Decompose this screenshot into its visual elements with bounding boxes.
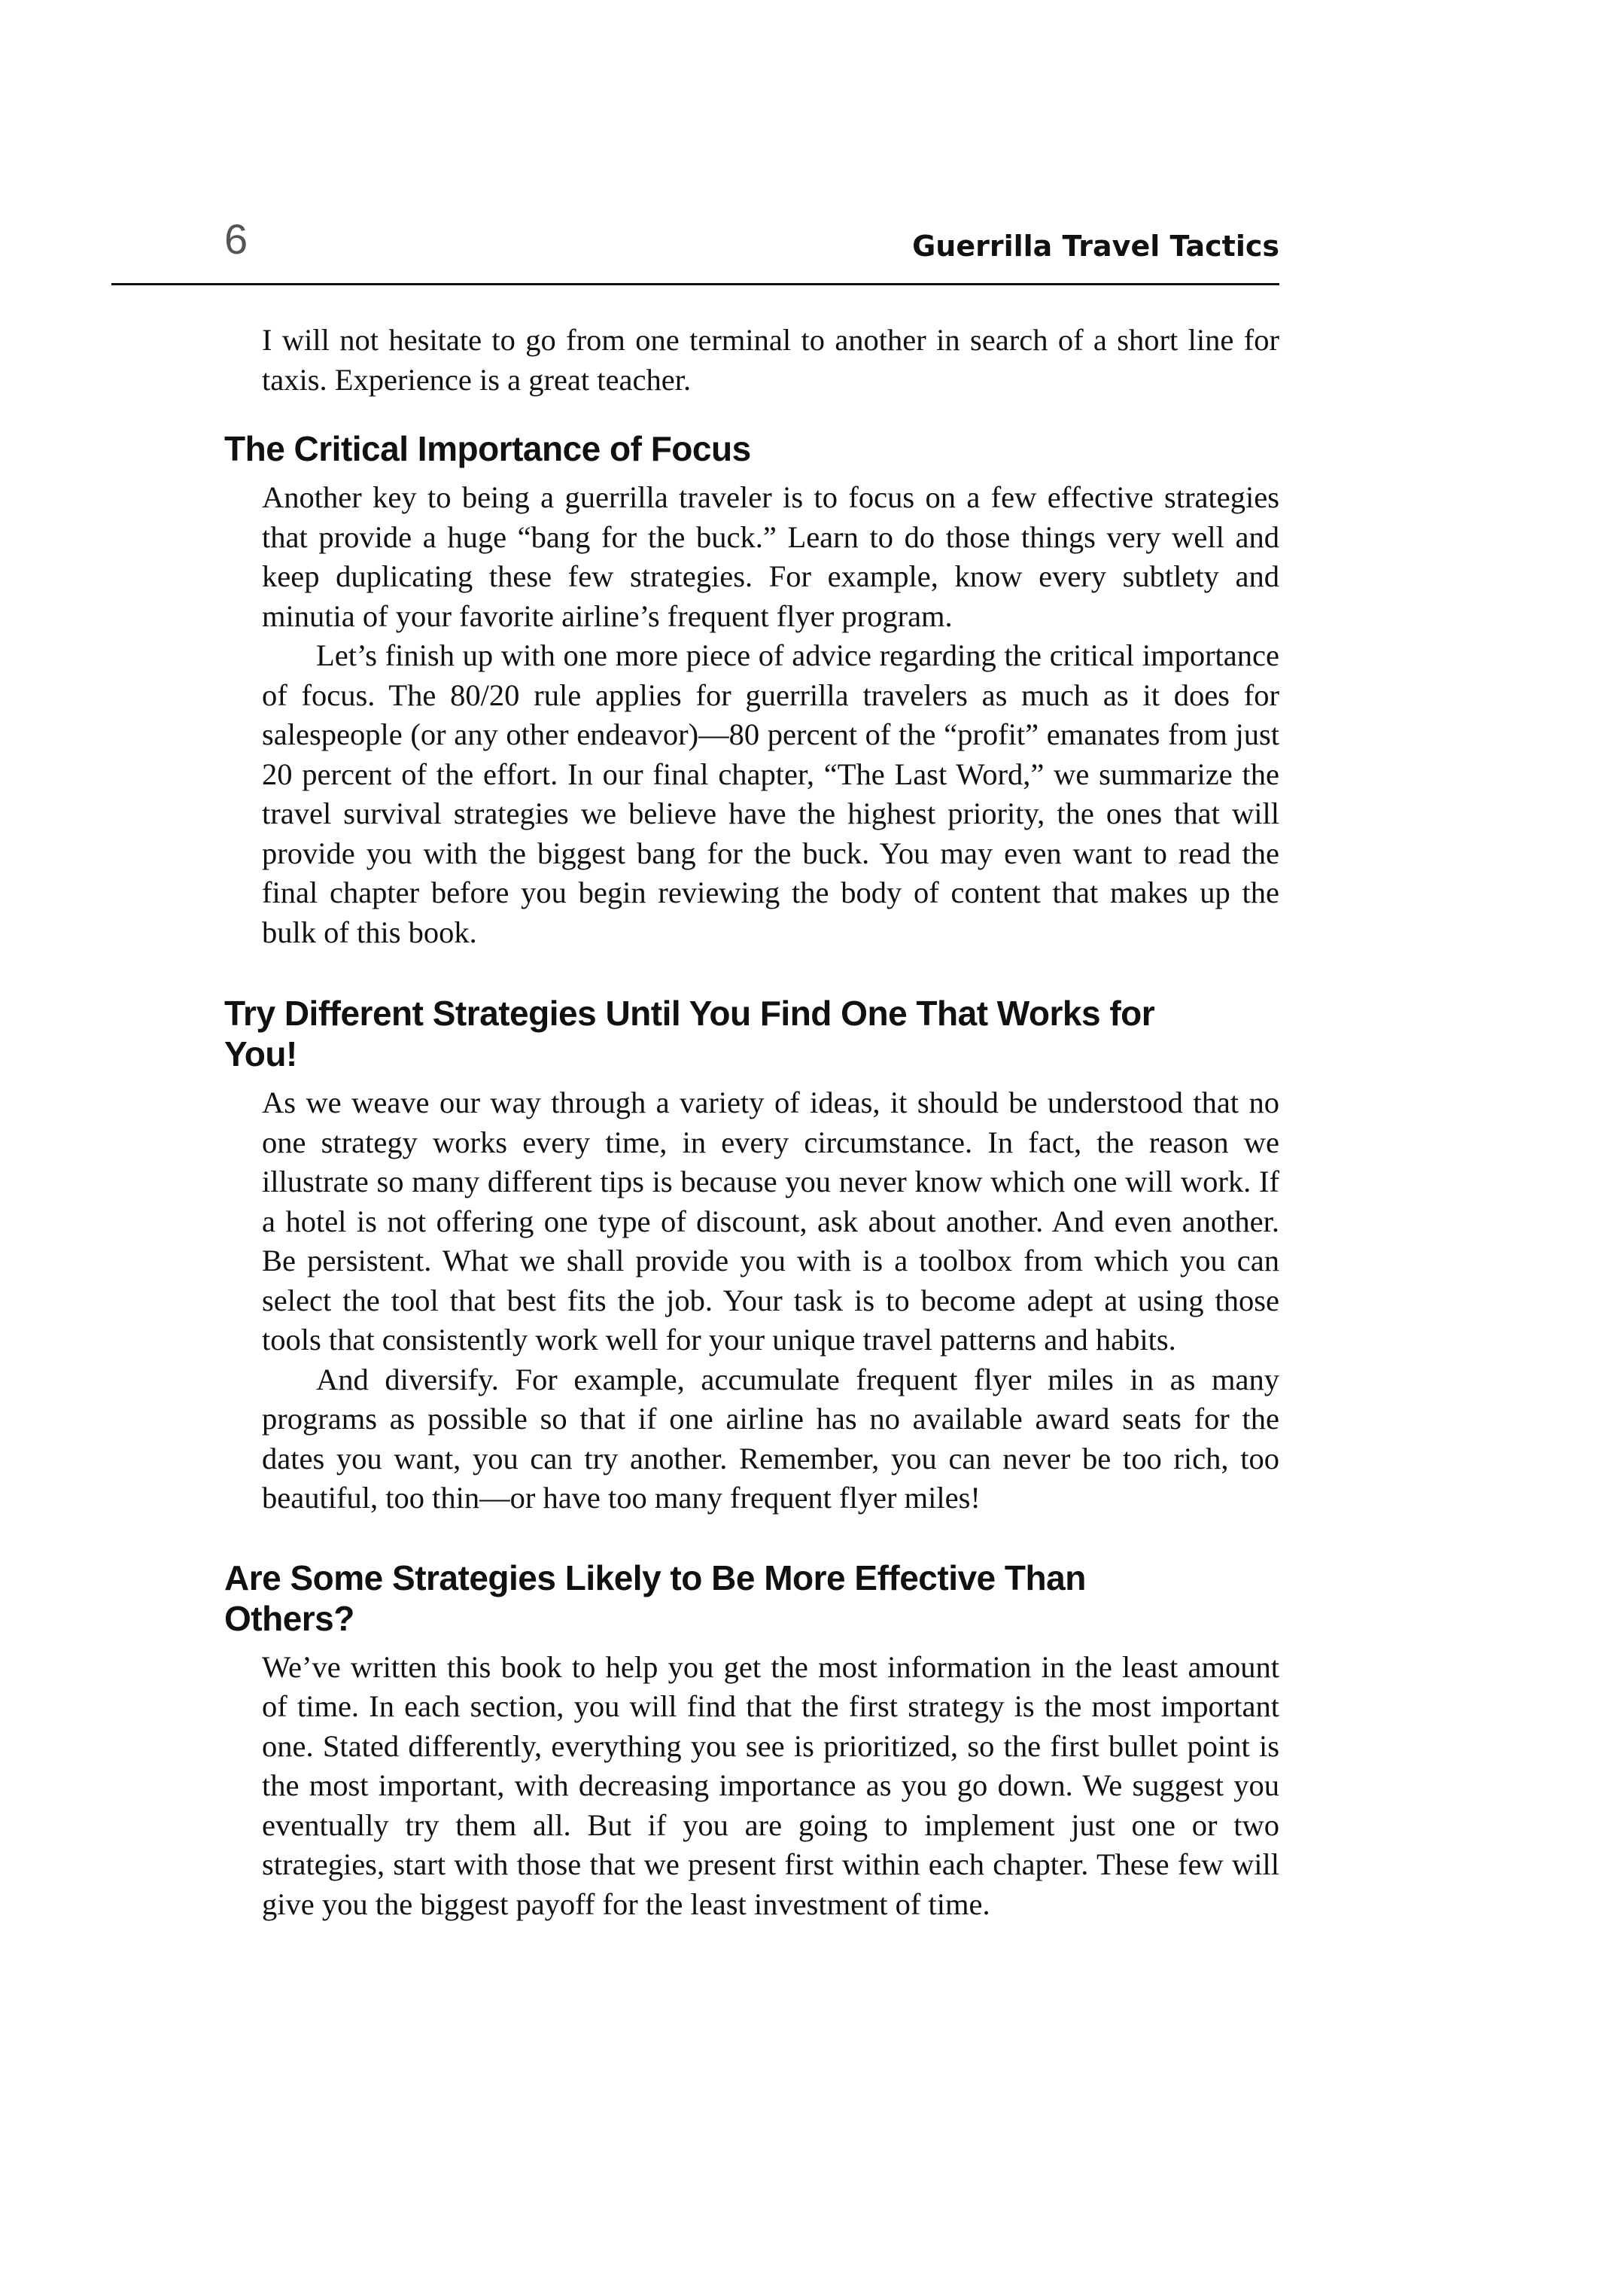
body-text (224, 321, 1279, 1924)
running-header (111, 211, 1279, 285)
focus-paragraph-1: Another key to being a guerrilla traveler is to focus on a few effective strategies that provide a huge “bang for the buck.” Learn to do those things very well and keep duplicating these few strategies. For example, know every subtlety and minutia of your favorite airline’s frequent flyer program. (262, 480, 1279, 633)
page-number: 6 (224, 215, 248, 263)
try-different-paragraph-1: As we weave our way through a variety of ideas, it should be understood that no one strategy works every time, in every circumstance. In fact, the reason we illustrate so many different tips is because you never know which one will work. If a hotel is not offering one type of discount, ask about another. And even another. Be persistent. What we shall provide you with is a toolbox from which you can select the tool that best fits the job. Your task is to become adept at using those tools that consistently work well for your unique travel patterns and habits. (262, 1086, 1279, 1357)
focus-paragraph-2: Let’s finish up with one more piece of advice regarding the critical importance of focus. The 80/20 rule applies for guerrilla travelers as much as it does for salespeople (or any other endeavor)—80 percent of the “profit” emanates from just 20 percent of the effort. In our final chapter, “The Last Word,” we summarize the travel survival strategies we believe have the highest priority, the ones that will provide you with the biggest bang for the buck. You may even want to read the final chapter before you begin reviewing the body of content that makes up the bulk of this book. (262, 638, 1279, 949)
running-title: Guerrilla Travel Tactics (912, 230, 1279, 263)
section-heading-more-effective: Are Some Strategies Likely to Be More Effective Than Others? (224, 1558, 1086, 1638)
section-heading-focus: The Critical Importance of Focus (224, 429, 751, 468)
try-different-paragraph-2: And diversify. For example, accumulate frequent flyer miles in as many programs as possible so that if one airline has no available award seats for the dates you want, you can try another. Remember, you can never be too rich, too beautiful, too thin—or have too many frequent flyer miles! (262, 1362, 1279, 1515)
intro-paragraph: I will not hesitate to go from one terminal to another in search of a short line for taxis. Experience is a great teacher. (262, 323, 1279, 397)
more-effective-paragraph-1: We’ve written this book to help you get the most information in the least amount of time. In each section, you will find that the first strategy is the most important one. Stated differently, everything you see is prioritized, so the first bullet point is the most important, with decreasing importance as you go down. We suggest you eventually try them all. But if you are going to implement just one or two strategies, start with those that we present first within each chapter. These few will give you the biggest payoff for the least investment of time. (262, 1649, 1279, 1921)
section-heading-try-different: Try Different Strategies Until You Find One That Works for You! (224, 994, 1155, 1073)
